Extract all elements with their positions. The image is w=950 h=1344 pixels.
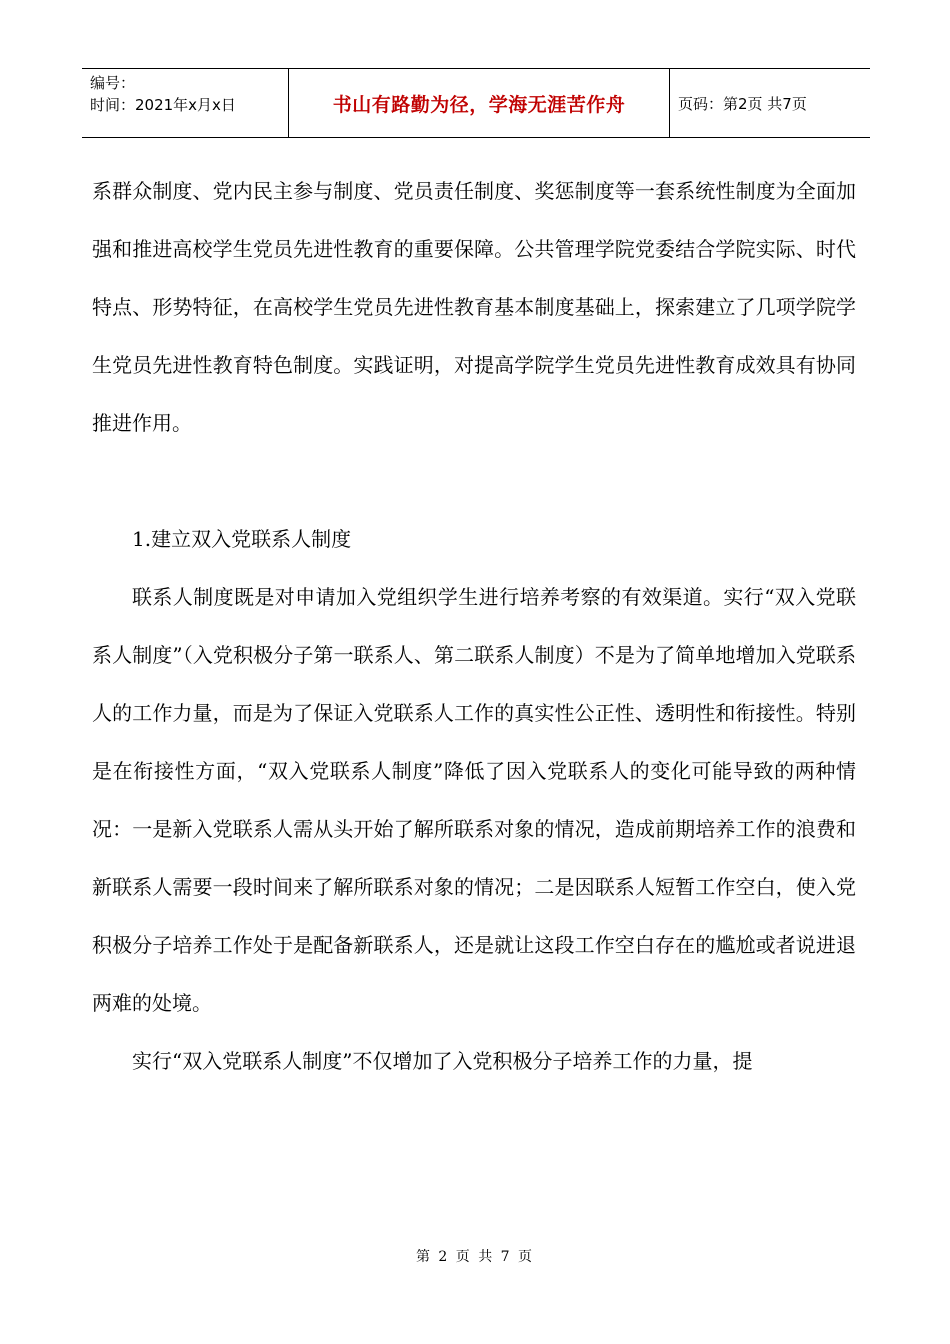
paragraph: 实行“双入党联系人制度”不仅增加了入党积极分子培养工作的力量，提 bbox=[132, 1049, 753, 1073]
header-meta bbox=[82, 69, 289, 137]
page-header bbox=[82, 68, 870, 138]
header-motto: 书山有路勤为径，学海无涯苦作舟 bbox=[289, 69, 670, 137]
document-number-label: 编号： bbox=[90, 74, 136, 92]
page-footer: 第 2 页 共 7 页 bbox=[415, 1249, 535, 1265]
document-time-label: 时间：2021年x月x日 bbox=[90, 96, 236, 114]
header-page-code: 页码：第2页 共7页 bbox=[678, 94, 807, 113]
paragraph: 系群众制度、党内民主参与制度、党员责任制度、奖惩制度等一套系统性制度为全面加强和推进高校学生党员先进性教育的重要保障。公共管理学院党委结合学院实际、时代特点、形势特征，在高校学生党员先进性教育基本制度基础上，探索建立了几项学院学生党员先进性教育特色制度。实践证明，对提高学院学生党员先进性教育成效具有协同推进作用。 bbox=[92, 179, 856, 435]
paragraph-gap bbox=[92, 452, 856, 510]
section-heading: 1.建立双入党联系人制度 bbox=[132, 527, 352, 551]
paragraph: 联系人制度既是对申请加入党组织学生进行培养考察的有效渠道。实行“双入党联系人制度”（入党积极分子第一联系人、第二联系人制度）不是为了简单地增加入党联系人的工作力量，而是为了保证入党联系人工作的真实性公正性、透明性和衔接性。特别是在衔接性方面，“双入党联系人制度”降低了因入党联系人的变化可能导致的两种情况：一是新入党联系人需从头开始了解所联系对象的情况，造成前期培养工作的浪费和新联系人需要一段时间来了解所联系对象的情况；二是因联系人短暂工作空白，使入党积极分子培养工作处于是配备新联系人，还是就让这段工作空白存在的尴尬或者说进退两难的处境。 bbox=[92, 585, 856, 1015]
document-body bbox=[92, 162, 856, 1090]
